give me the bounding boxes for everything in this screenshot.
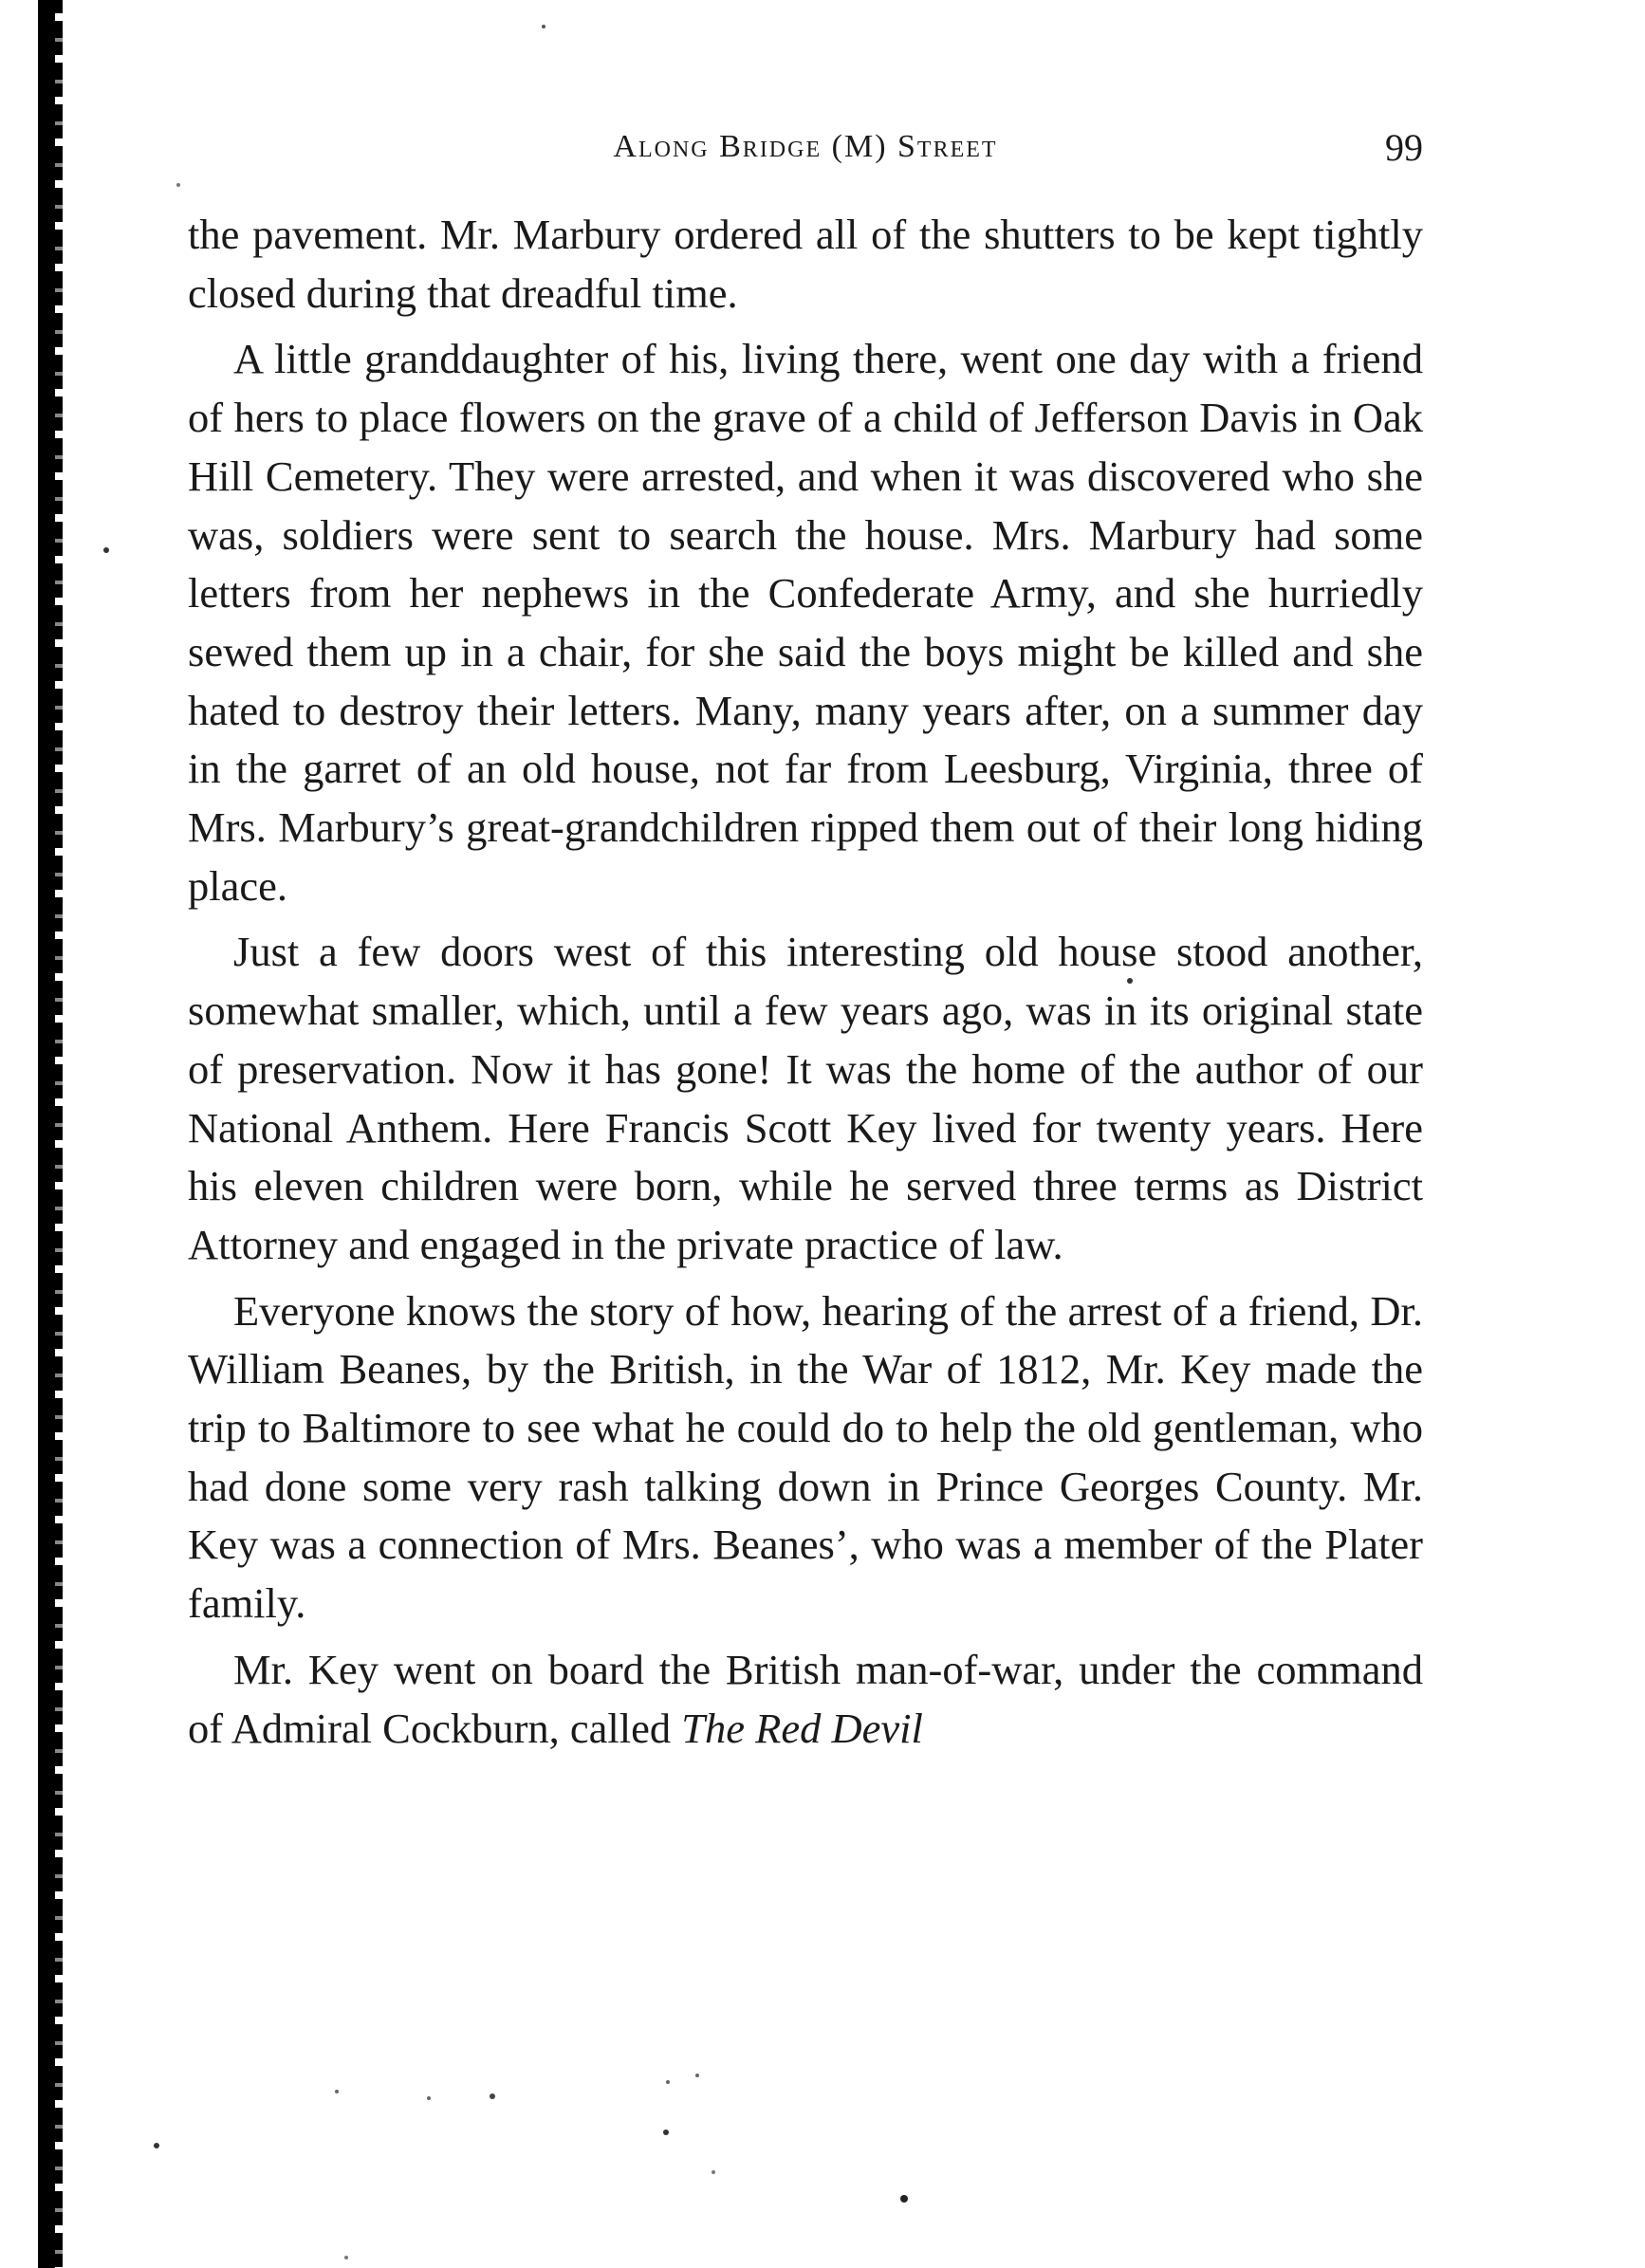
paragraph-2: A little granddaughter of his, living there, went one day with a friend of hers to place flowers on the grave of a child of Jefferson Davis in Oak Hill Cemetery. They were arrested, and when it was discovered who she was, soldiers were sent to search the house. Mrs. Marbury had some letters from her nephews in the Confederate Army, and she hurriedly sewed them up in a chair, for she said the boys might be killed and she hated to destroy their letters. Many, many years after, on a summer day in the garret of an old house, not far from Leesburg, Virginia, three of Mrs. Marbury’s great-grandchildren ripped them out of their long hiding place. bbox=[188, 335, 1423, 910]
page-number: 99 bbox=[1385, 126, 1423, 169]
paragraph-5 bbox=[188, 1641, 1423, 1758]
scanned-binding-edge bbox=[38, 0, 59, 2268]
running-head: Along Bridge (M) Street bbox=[613, 129, 998, 164]
page-header bbox=[188, 121, 1423, 178]
paragraph-4: Everyone knows the story of how, hearing of the arrest of a friend, Dr. William Beanes, by the British, in the War of 1812, Mr. Key made the trip to Baltimore to see what he could do to help the old gentleman, who had done some very rash talking down in Prince Georges County. Mr. Key was a connection of Mrs. Beanes’, who was a member of the Plater family. bbox=[188, 1286, 1423, 1628]
paragraph-1: the pavement. Mr. Marbury ordered all of the shutters to be kept tightly closed during that dreadful time. bbox=[188, 211, 1423, 317]
body-text bbox=[188, 206, 1423, 1758]
paragraph-3: Just a few doors west of this interesting old house stood another, somewhat smaller, which, until a few years ago, was in its original state of preservation. Now it has gone! It was the home of the author of our National Anthem. Here Francis Scott Key lived for twenty years. Here his eleven children were born, while he served three terms as District Attorney and engaged in the private practice of law. bbox=[188, 928, 1423, 1268]
ship-name-italic: The Red Devil bbox=[681, 1704, 923, 1752]
paragraph-5-text: Mr. Key went on board the British man-of-war, under the command of Admiral Cockburn, called bbox=[188, 1645, 1423, 1752]
